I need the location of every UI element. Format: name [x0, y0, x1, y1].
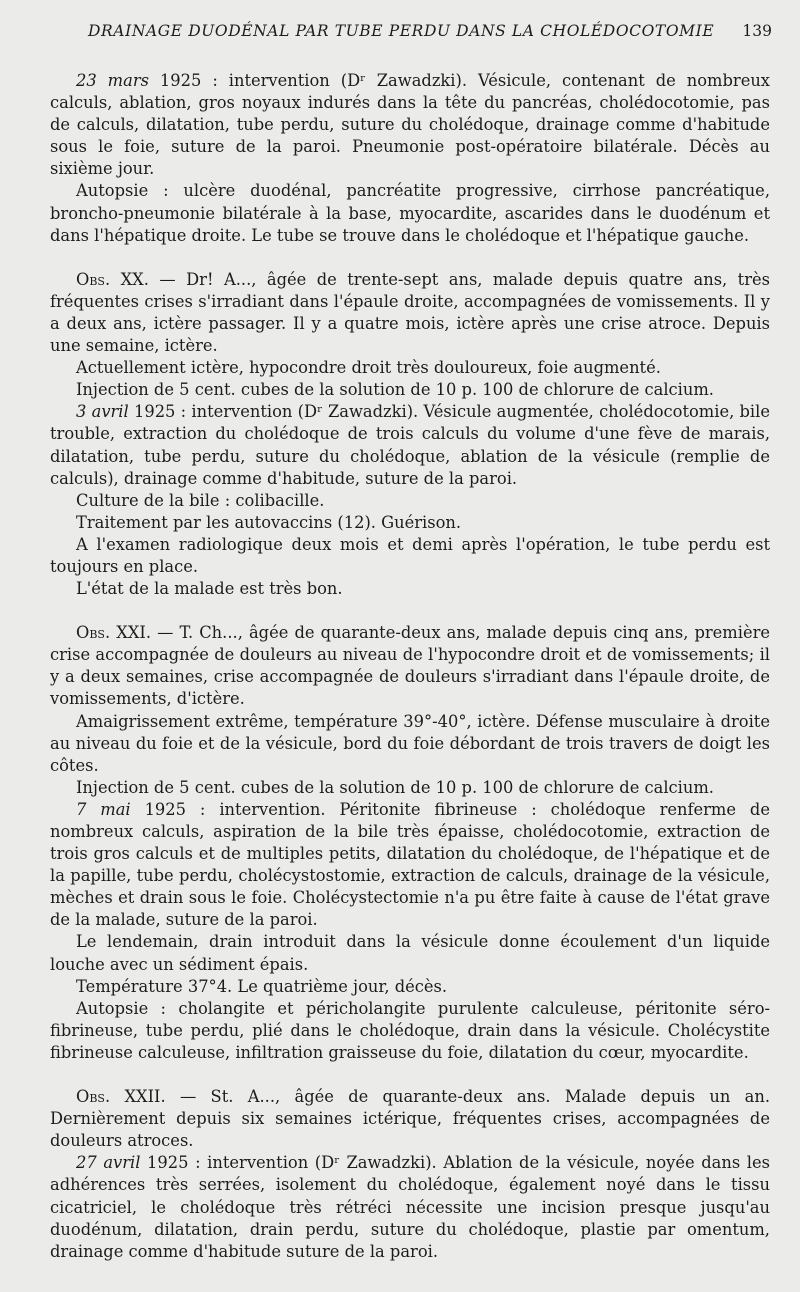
date: 23 mars: [76, 71, 149, 90]
paragraph-text: A l'examen radiologique deux mois et demi après l'opération, le tube perdu est toujours en place.: [50, 534, 770, 576]
page-number: 139: [742, 22, 772, 40]
running-header: [88, 22, 772, 40]
date: 3 avril: [76, 402, 129, 422]
paragraph-text: Amaigrissement extrême, température 39°-40°, ictère. Défense musculaire à droite au niveau du foie et de la vésicule, bord du foie débordant de trois travers de doigt les côtes.: [50, 711, 770, 775]
paragraph-text: Le lendemain, drain introduit dans la vésicule donne écoulement d'un liquide louche avec un sédiment épais.: [50, 932, 770, 974]
paragraph-text: — T. Ch..., âgée de quarante-deux ans, malade depuis cinq ans, première crise accompagnée de douleurs au niveau de l'hypocondre droit et de vomissements; il y a deux semaines, crise accompagnée de douleurs s'irradiant dans l'épaule droite, de vomissements, d'ictère.: [50, 623, 770, 709]
paragraph-text: 1925 : intervention (Dʳ Zawadzki). Vésicule, contenant de nombreux calculs, ablation, gros noyaux indurés dans la tête du pancréas, cholédocotomie, pas de calculs, dilatation, tube perdu, suture du cholédoque, drainage comme d'habitude sous le foie, suture de la paroi. Pneumonie post-opératoire bilatérale. Décès au sixième jour.: [50, 71, 770, 179]
paragraph: [50, 534, 770, 578]
observation-paragraph: [50, 622, 770, 710]
paragraph: [50, 777, 770, 799]
paragraph-text: 1925 : intervention. Péritonite fibrineuse : cholédoque renferme de nombreux calculs, aspiration de la bile très épaisse, cholédocotomie, extraction de trois gros calculs et de multiples petits, dilatation du cholédoque, de l'hépatique et de la papille, tube perdu, cholécystostomie, extraction de calculs, drainage de la vésicule, mèches et drain sous le foie. Cholécystectomie n'a pu être faite à cause de l'état grave de la malade, suture de la paroi.: [50, 799, 770, 930]
running-title: DRAINAGE DUODÉNAL PAR TUBE PERDU DANS LA CHOLÉDOCOTOMIE: [88, 22, 715, 40]
paragraph: [50, 931, 770, 975]
paragraph-text: 1925 : intervention (Dʳ Zawadzki). Ablation de la vésicule, noyée dans les adhérences très serrées, isolement du cholédoque, également noyé dans le tissu cicatriciel, le cholédoque très rétréci nécessite une incision presque jusqu'au duodénum, dilatation, drain perdu, suture du cholédoque, plastie par omentum, drainage comme d'habitude suture de la paroi.: [50, 1153, 771, 1261]
paragraph: [50, 799, 770, 932]
paragraph: [50, 998, 770, 1064]
paragraph: [50, 379, 770, 401]
paragraph: [50, 711, 770, 777]
paragraph: [50, 490, 770, 512]
paragraph: [50, 357, 770, 379]
paragraph: [50, 512, 770, 534]
paragraph: [50, 578, 770, 600]
observation-paragraph: [50, 269, 770, 357]
paragraph: [50, 70, 770, 180]
observation-paragraph: [50, 1086, 770, 1152]
paragraph-text: Température 37°4. Le quatrième jour, décès.: [76, 976, 448, 996]
observation-label: Obs. XX.: [76, 269, 149, 289]
paragraph-text: Injection de 5 cent. cubes de la solution de 10 p. 100 de chlorure de calcium.: [76, 380, 714, 400]
date: 27 avril: [76, 1153, 141, 1173]
observation-label: Obs. XXII.: [76, 1087, 166, 1107]
paragraph: [50, 401, 770, 489]
page-body: [50, 70, 770, 1263]
paragraph-text: Autopsie : cholangite et péricholangite purulente calculeuse, péritonite séro-fibrineuse, tube perdu, plié dans le cholédoque, drain dans la vésicule. Cholécystite fibrineuse calculeuse, infiltration graisseuse du foie, dilatation du cœur, myocardite.: [50, 998, 770, 1062]
paragraph-text: 1925 : intervention (Dʳ Zawadzki). Vésicule augmentée, cholédocotomie, bile trouble, extraction du cholédoque de trois calculs du volume d'une fève de marais, dilatation, tube perdu, suture du cholédoque, ablation de la vésicule (remplie de calculs), drainage comme d'habitude, suture de la paroi.: [50, 402, 770, 488]
observation-label: Obs. XXI.: [76, 623, 152, 643]
paragraph: [50, 180, 770, 246]
paragraph-text: Actuellement ictère, hypocondre droit très douloureux, foie augmenté.: [76, 358, 661, 378]
paragraph: [50, 976, 770, 998]
paragraph-text: — Dr! A..., âgée de trente-sept ans, malade depuis quatre ans, très fréquentes crises s'irradiant dans l'épaule droite, accompagnées de vomissements. Il y a deux ans, ictère passager. Il y a quatre mois, ictère après une crise atroce. Depuis une semaine, ictère.: [50, 269, 770, 356]
paragraph-text: L'état de la malade est très bon.: [76, 579, 343, 599]
paragraph-text: Autopsie : ulcère duodénal, pancréatite progressive, cirrhose pancréatique, broncho-pneumonie bilatérale à la base, myocardite, ascarides dans le duodénum et dans l'hépatique droite. Le tube se trouve dans le cholédoque et l'hépatique gauche.: [50, 181, 770, 245]
paragraph-text: — St. A..., âgée de quarante-deux ans. Malade depuis un an. Dernièrement depuis six semaines ictérique, fréquentes crises, accompagnées de douleurs atroces.: [50, 1087, 770, 1151]
paragraph-text: Traitement par les autovaccins (12). Guérison.: [76, 512, 462, 532]
paragraph-text: Injection de 5 cent. cubes de la solution de 10 p. 100 de chlorure de calcium.: [76, 777, 714, 797]
date: 7 mai: [76, 799, 131, 819]
paragraph: [50, 1152, 770, 1262]
paragraph-text: Culture de la bile : colibacille.: [76, 490, 325, 510]
